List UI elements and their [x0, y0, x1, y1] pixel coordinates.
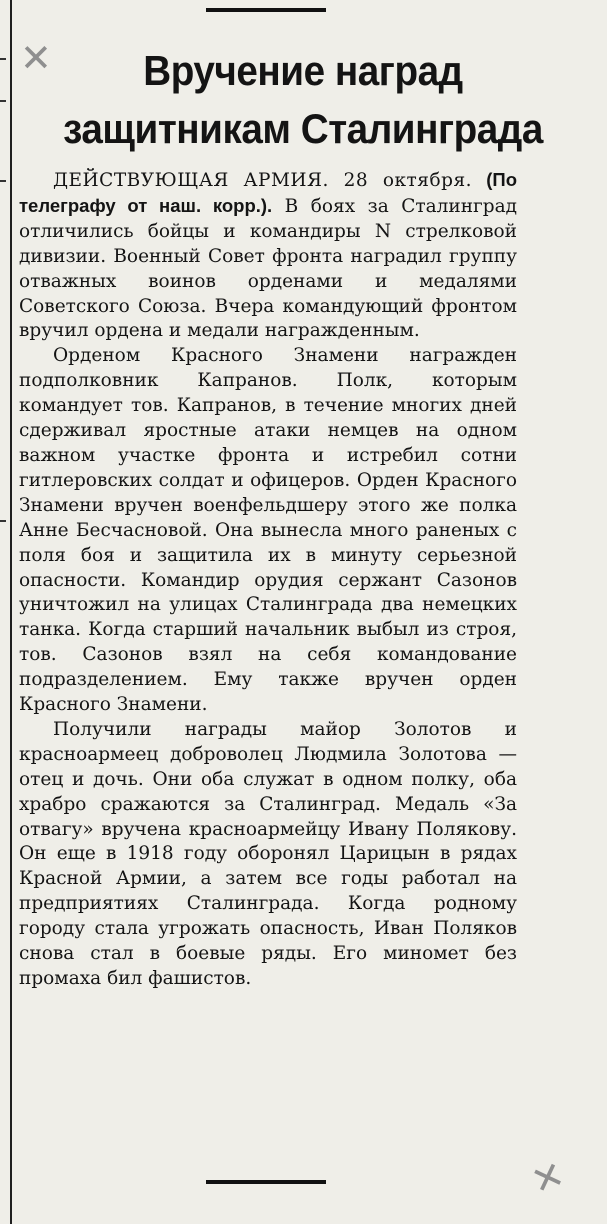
edge-mark: [0, 100, 6, 102]
headline-line-1: Вручение наград: [143, 47, 463, 94]
pencil-mark-icon: ✕: [525, 1151, 571, 1205]
dateline: ДЕЙСТВУЮЩАЯ АРМИЯ. 28 октября.: [53, 170, 472, 191]
bottom-separator-rule: [206, 1180, 326, 1184]
dateline-source: (По телеграфу от наш. корр.).: [19, 169, 517, 216]
paragraph-1: [19, 168, 517, 344]
top-separator-rule: [206, 8, 326, 12]
edge-mark: [0, 58, 6, 60]
pencil-mark-icon: ✕: [20, 36, 52, 80]
edge-mark: [0, 520, 6, 522]
edge-mark: [0, 180, 6, 182]
paragraph-1-text: В боях за Сталинград отличились бойцы и командиры N стрелковой дивизии. Военный Совет фронта наградил группу отважных воинов орденами и медалями Советского Союза. Вчера командующий фронтом вручил ордена и медали награжденным.: [19, 195, 518, 342]
headline-line-2: защитникам Сталинграда: [63, 105, 543, 152]
paragraph-3: Получили награды майор Золотов и красноармеец доброволец Людмила Золотова — отец и дочь. Они оба служат в одном полку, оба храбро сражаются за Сталинград. Медаль «За отвагу» вручена красноармейцу Ивану Полякову. Он еще в 1918 году оборонял Царицын в рядах Красной Армии, а затем все годы работал на предприятиях Сталинграда. Когда родному городу стала угрожать опасность, Иван Поляков снова стал в боевые ряды. Его миномет без промаха бил фашистов.: [19, 718, 517, 989]
paragraph-2: Орденом Красного Знамени награжден подполковник Капранов. Полк, которым командует тов. Капранов, в течение многих дней сдерживал яростные атаки немцев на одном важном участке фронта и истребил сотни гитлеровских солдат и офицеров. Орден Красного Знамени вручен военфельдшеру этого же полка Анне Бесчасновой. Она вынесла много раненых с поля боя и защитила их в минуту серьезной опасности. Командир орудия сержант Сазонов уничтожил на улицах Сталинграда два немецких танка. Когда старший начальник выбыл из строя, тов. Сазонов взял на себя командование подразделением. Ему также вручен орден Красного Знамени.: [19, 345, 517, 716]
article-body: [19, 168, 517, 992]
column-divider-rule: [10, 0, 12, 1224]
article-headline: [41, 42, 565, 158]
